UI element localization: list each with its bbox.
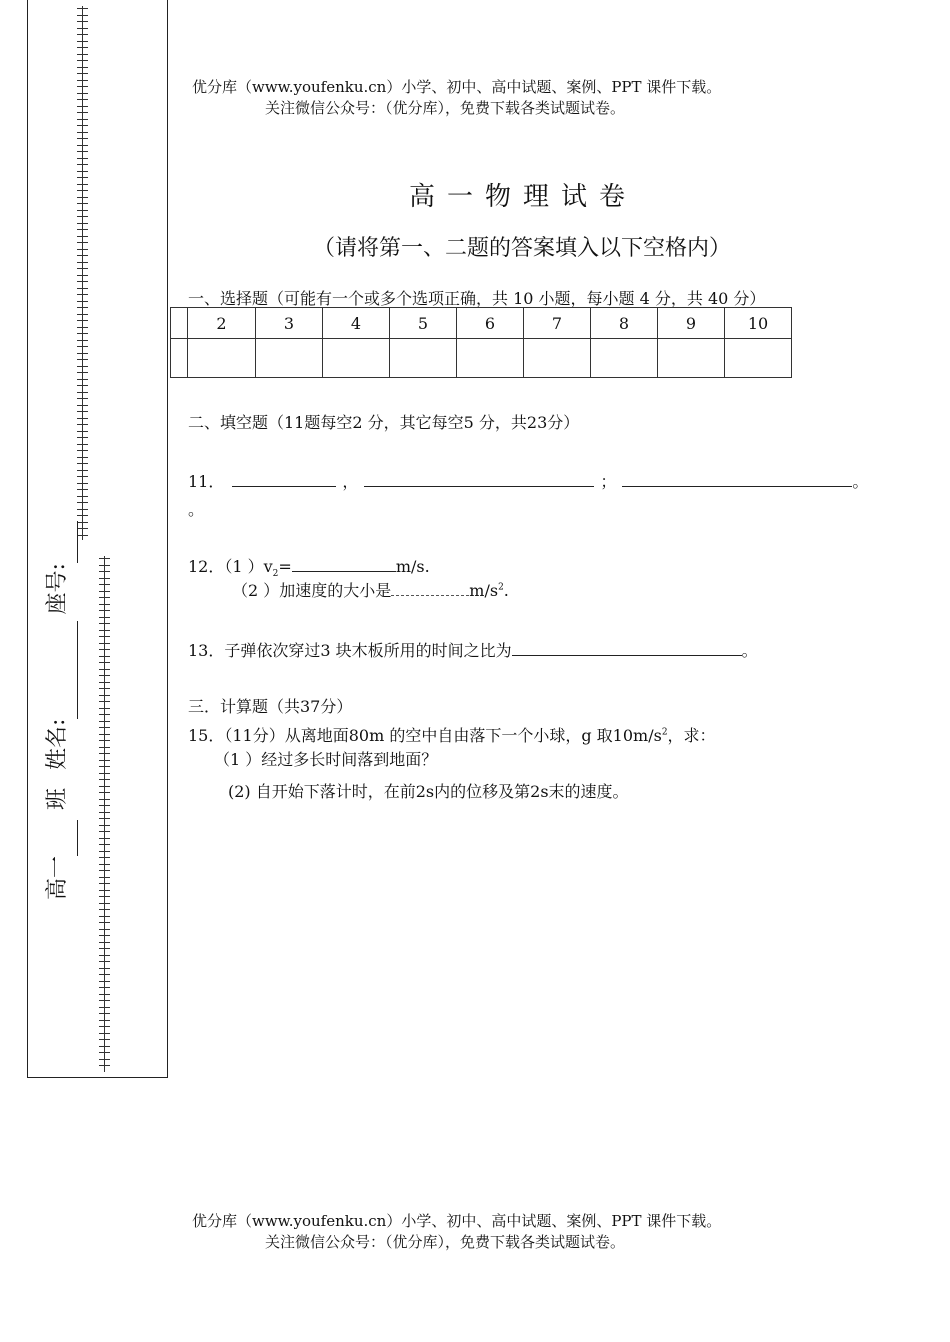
seal-line-tick	[99, 981, 110, 982]
seal-line-tick	[99, 948, 110, 949]
seal-line-tick	[99, 1033, 110, 1034]
seal-line-tick	[77, 288, 88, 289]
seal-line-tick	[99, 916, 110, 917]
seal-line-tick	[77, 327, 88, 328]
seal-line-tick	[77, 320, 88, 321]
question-11	[188, 469, 868, 492]
seal-line-tick	[77, 353, 88, 354]
seal-line-tick	[77, 132, 88, 133]
seal-line-tick	[77, 164, 88, 165]
q12-2-blank[interactable]	[391, 579, 469, 596]
header-line-1: 优分库（www.youfenku.cn）小学、初中、高中试题、案例、PPT 课件下载。	[192, 78, 722, 96]
seal-line-tick	[77, 262, 88, 263]
seal-line-tick	[77, 502, 88, 503]
seal-line-tick	[77, 229, 88, 230]
q11-separator: ，	[342, 472, 359, 491]
seal-line-tick	[99, 1059, 110, 1060]
seal-line-tick	[99, 584, 110, 585]
seal-line-tick	[77, 450, 88, 451]
answer-col-header: 4	[323, 308, 390, 339]
seal-line-tick	[77, 489, 88, 490]
seal-line-tick	[99, 604, 110, 605]
seal-line-tick	[77, 93, 88, 94]
seal-line-tick	[99, 578, 110, 579]
answer-col-header: 8	[591, 308, 658, 339]
seal-line-tick	[99, 844, 110, 845]
seal-line-tick	[77, 424, 88, 425]
seal-line-tick	[77, 405, 88, 406]
seal-line-tick	[99, 740, 110, 741]
q11-label: 11．	[188, 472, 225, 491]
seal-line-tick	[77, 431, 88, 432]
seal-line-tick	[99, 974, 110, 975]
name-label: 姓名:	[45, 718, 70, 770]
seal-line-tick	[77, 444, 88, 445]
seal-line-tick	[77, 437, 88, 438]
seal-line-tick	[77, 392, 88, 393]
seal-line-tick	[77, 86, 88, 87]
seal-line-tick	[99, 864, 110, 865]
seal-line-tick	[99, 766, 110, 767]
seal-line-tick	[77, 418, 88, 419]
seal-line-tick	[99, 825, 110, 826]
seal-line-tick	[77, 197, 88, 198]
seal-line-tick	[77, 366, 88, 367]
answer-cell[interactable]	[658, 339, 725, 378]
seal-line-tick	[77, 184, 88, 185]
answer-col-header: 7	[524, 308, 591, 339]
answer-cell[interactable]	[390, 339, 457, 378]
seal-line-tick	[99, 890, 110, 891]
seal-line-tick	[77, 28, 88, 29]
seal-line-tick	[77, 483, 88, 484]
section3-heading: 三．计算题（共37分）	[188, 697, 353, 716]
seal-line-tick	[77, 346, 88, 347]
question-15-part-2: (2) 自开始下落计时，在前2s内的位移及第2s末的速度。	[228, 782, 629, 801]
seal-line-tick	[99, 669, 110, 670]
seal-line-tick	[99, 656, 110, 657]
seal-line-bottom	[99, 556, 111, 1072]
seal-line-tick	[99, 929, 110, 930]
seal-line-tick	[77, 242, 88, 243]
answer-col-header: 6	[457, 308, 524, 339]
seal-line-tick	[77, 171, 88, 172]
q13-end: 。	[741, 641, 758, 660]
seal-line-tick	[77, 301, 88, 302]
seal-line-tick	[77, 275, 88, 276]
seal-line-tick	[77, 8, 88, 9]
seal-line-tick	[99, 942, 110, 943]
seal-line-tick	[77, 210, 88, 211]
seal-line-tick	[99, 682, 110, 683]
seal-line-tick	[99, 643, 110, 644]
seal-line-tick	[77, 307, 88, 308]
footer-line-2: 关注微信公众号：（优分库），免费下载各类试题试卷。	[265, 1233, 626, 1251]
answer-col-header: 3	[256, 308, 323, 339]
seat-blank[interactable]	[55, 521, 78, 563]
q12-subscript: 2	[272, 569, 279, 580]
seal-line-tick	[77, 398, 88, 399]
seal-line-tick	[99, 1065, 110, 1066]
seal-line-tick	[99, 1046, 110, 1047]
answer-cell[interactable]	[171, 339, 188, 378]
seal-line-tick	[99, 851, 110, 852]
seal-line-tick	[99, 922, 110, 923]
question-15	[188, 723, 716, 746]
seal-line-tick	[77, 106, 88, 107]
seal-line-tick	[99, 714, 110, 715]
seal-line-tick	[99, 896, 110, 897]
answer-cell[interactable]	[323, 339, 390, 378]
q12-2-unit: m/s	[469, 581, 499, 600]
seal-line-tick	[99, 565, 110, 566]
seal-line-tick	[99, 818, 110, 819]
seal-line-tick	[99, 675, 110, 676]
seal-line-tick	[99, 623, 110, 624]
answer-cell[interactable]	[457, 339, 524, 378]
seal-line-tick	[99, 727, 110, 728]
seal-line-tick	[77, 385, 88, 386]
seal-line-tick	[77, 177, 88, 178]
question-15-part-1: （1 ）经过多长时间落到地面？	[214, 750, 438, 769]
seal-line-tick	[99, 721, 110, 722]
seal-line-tick	[99, 987, 110, 988]
seal-line-tick	[77, 333, 88, 334]
section2-heading: 二、填空题（11题每空2 分，其它每空5 分，共23分）	[188, 413, 580, 432]
seal-line-tick	[77, 60, 88, 61]
q12-equals: =	[278, 557, 292, 576]
seal-line-tick	[99, 870, 110, 871]
q11-blank-2[interactable]	[364, 470, 594, 487]
q12-1-blank[interactable]	[292, 555, 396, 572]
seal-line-tick	[99, 617, 110, 618]
section1-heading: 一、选择题（可能有一个或多个选项正确，共 10 小题，每小题 4 分，共 40 分）	[188, 289, 766, 308]
seal-line-tick	[77, 340, 88, 341]
seal-line-tick	[99, 799, 110, 800]
seal-line-tick	[77, 515, 88, 516]
seal-line-tick	[99, 786, 110, 787]
seal-line-tick	[99, 968, 110, 969]
seal-line-tick	[77, 119, 88, 120]
seal-line-tick	[77, 158, 88, 159]
answer-cell[interactable]	[591, 339, 658, 378]
name-blank[interactable]	[55, 621, 78, 719]
seal-line-tick	[77, 496, 88, 497]
q15-text: 15．（11分）从离地面80m 的空中自由落下一个小球，g 取10m/s	[188, 726, 662, 745]
class-label: 班	[45, 787, 70, 810]
seal-line-tick	[77, 255, 88, 256]
seal-line-tick	[99, 903, 110, 904]
seal-line-tick	[77, 528, 88, 529]
seal-line-tick	[77, 411, 88, 412]
seal-line-tick	[77, 21, 88, 22]
q11-blank-1[interactable]	[232, 470, 336, 487]
seal-line-tick	[77, 294, 88, 295]
seal-line-tick	[77, 125, 88, 126]
seal-line-tick	[99, 558, 110, 559]
seal-line-tick	[77, 457, 88, 458]
grade-label: 高一	[45, 855, 70, 900]
seal-line-tick	[77, 203, 88, 204]
seal-line-tick	[99, 734, 110, 735]
seal-line-tick	[99, 1013, 110, 1014]
seal-line-tick	[99, 1052, 110, 1053]
answer-col-header: 10	[725, 308, 792, 339]
q12-2-end: .	[503, 581, 509, 600]
seal-line-tick	[77, 522, 88, 523]
q12-unit: m/s.	[395, 557, 430, 576]
page-title: 高一物理试卷	[409, 182, 638, 212]
seal-line-tick	[77, 145, 88, 146]
q11-extra-mark: 。	[188, 500, 205, 519]
seal-line-tick	[77, 80, 88, 81]
seal-line-tick	[99, 610, 110, 611]
seal-line-tick	[77, 236, 88, 237]
seal-line-tick	[99, 571, 110, 572]
seal-line-tick	[99, 688, 110, 689]
seal-line-tick	[77, 138, 88, 139]
seal-line-tick	[77, 151, 88, 152]
seal-line-tick	[77, 249, 88, 250]
question-13	[188, 638, 758, 661]
seal-line-tick	[99, 695, 110, 696]
q11-blank-3[interactable]	[622, 470, 852, 487]
seal-line-tick	[77, 314, 88, 315]
seal-line-tick	[77, 268, 88, 269]
seal-line-tick	[99, 877, 110, 878]
q11-separator: ；	[600, 472, 617, 491]
q12-2-text: （2 ）加速度的大小是	[232, 581, 392, 600]
header-line-2: 关注微信公众号：（优分库），免费下载各类试题试卷。	[265, 99, 626, 117]
answer-table	[170, 307, 792, 378]
answer-col-header: 2	[188, 308, 256, 339]
seal-line-tick	[99, 883, 110, 884]
seal-line-tick	[99, 857, 110, 858]
seal-line-tick	[77, 41, 88, 42]
seal-line-tick	[77, 216, 88, 217]
seal-line-tick	[99, 1007, 110, 1008]
class-blank[interactable]	[55, 820, 78, 856]
seal-line-tick	[99, 753, 110, 754]
seal-line-tick	[77, 15, 88, 16]
seal-line-tick	[99, 630, 110, 631]
seal-line-tick	[77, 67, 88, 68]
seal-line-tick	[99, 1020, 110, 1021]
q12-2-superscript: 2	[498, 582, 504, 593]
seal-line-tick	[99, 961, 110, 962]
seal-line-tick	[99, 838, 110, 839]
seal-line-tick	[99, 955, 110, 956]
seal-line-tick	[99, 935, 110, 936]
seal-line-tick	[77, 190, 88, 191]
q13-blank[interactable]	[512, 639, 742, 656]
footer-line-1: 优分库（www.youfenku.cn）小学、初中、高中试题、案例、PPT 课件下载。	[192, 1212, 722, 1230]
seal-line-tick	[99, 597, 110, 598]
seal-line-tick	[99, 636, 110, 637]
seal-line-tick	[99, 1000, 110, 1001]
q13-text: 13．子弹依次穿过3 块木板所用的时间之比为	[188, 641, 512, 660]
seal-line-tick	[99, 831, 110, 832]
seal-line-tick	[77, 463, 88, 464]
answer-cell[interactable]	[725, 339, 792, 378]
seal-line-tick	[99, 760, 110, 761]
seal-line-tick	[77, 509, 88, 510]
answer-cell[interactable]	[524, 339, 591, 378]
seal-line-tick	[77, 99, 88, 100]
seal-line-tick	[99, 909, 110, 910]
seal-line-tick	[77, 47, 88, 48]
answer-col-header: 9	[658, 308, 725, 339]
page-subtitle: （请将第一、二题的答案填入以下空格内）	[313, 236, 732, 261]
seal-line-tick	[99, 805, 110, 806]
seal-line-tick	[99, 812, 110, 813]
seal-line-tick	[77, 476, 88, 477]
seal-line-tick	[77, 359, 88, 360]
answer-col-header	[171, 308, 188, 339]
answer-cell[interactable]	[188, 339, 256, 378]
seal-line-tick	[99, 708, 110, 709]
seal-line-tick	[99, 649, 110, 650]
answer-col-header: 5	[390, 308, 457, 339]
answer-cell[interactable]	[256, 339, 323, 378]
seal-line-tick	[99, 591, 110, 592]
seal-line-tick	[99, 1039, 110, 1040]
seal-line-tick	[77, 73, 88, 74]
seal-line-tick	[77, 372, 88, 373]
seal-line-tick	[77, 379, 88, 380]
seal-line-tick	[99, 994, 110, 995]
question-12-2	[232, 578, 509, 601]
seal-line-tick	[77, 281, 88, 282]
seal-line-tick	[99, 779, 110, 780]
seal-line-tick	[77, 54, 88, 55]
student-info	[38, 470, 78, 900]
question-12-1	[188, 554, 430, 579]
seal-line-tick	[77, 223, 88, 224]
seal-line-tick	[77, 535, 88, 536]
seal-line-tick	[77, 470, 88, 471]
seal-line-tick	[99, 701, 110, 702]
seal-line-tick	[99, 1026, 110, 1027]
q11-end: 。	[852, 472, 869, 491]
seal-line-tick	[77, 34, 88, 35]
seal-line-tick	[99, 792, 110, 793]
q15-superscript: 2	[661, 727, 668, 738]
seal-line-tick	[99, 747, 110, 748]
q12-label: 12．（1 ）v	[188, 557, 273, 576]
seal-line-tick	[99, 662, 110, 663]
q15-end: ，求：	[667, 726, 716, 745]
seal-line-tick	[77, 112, 88, 113]
seal-line-tick	[99, 773, 110, 774]
seal-line-top	[77, 6, 89, 540]
seat-label: 座号:	[45, 563, 70, 615]
